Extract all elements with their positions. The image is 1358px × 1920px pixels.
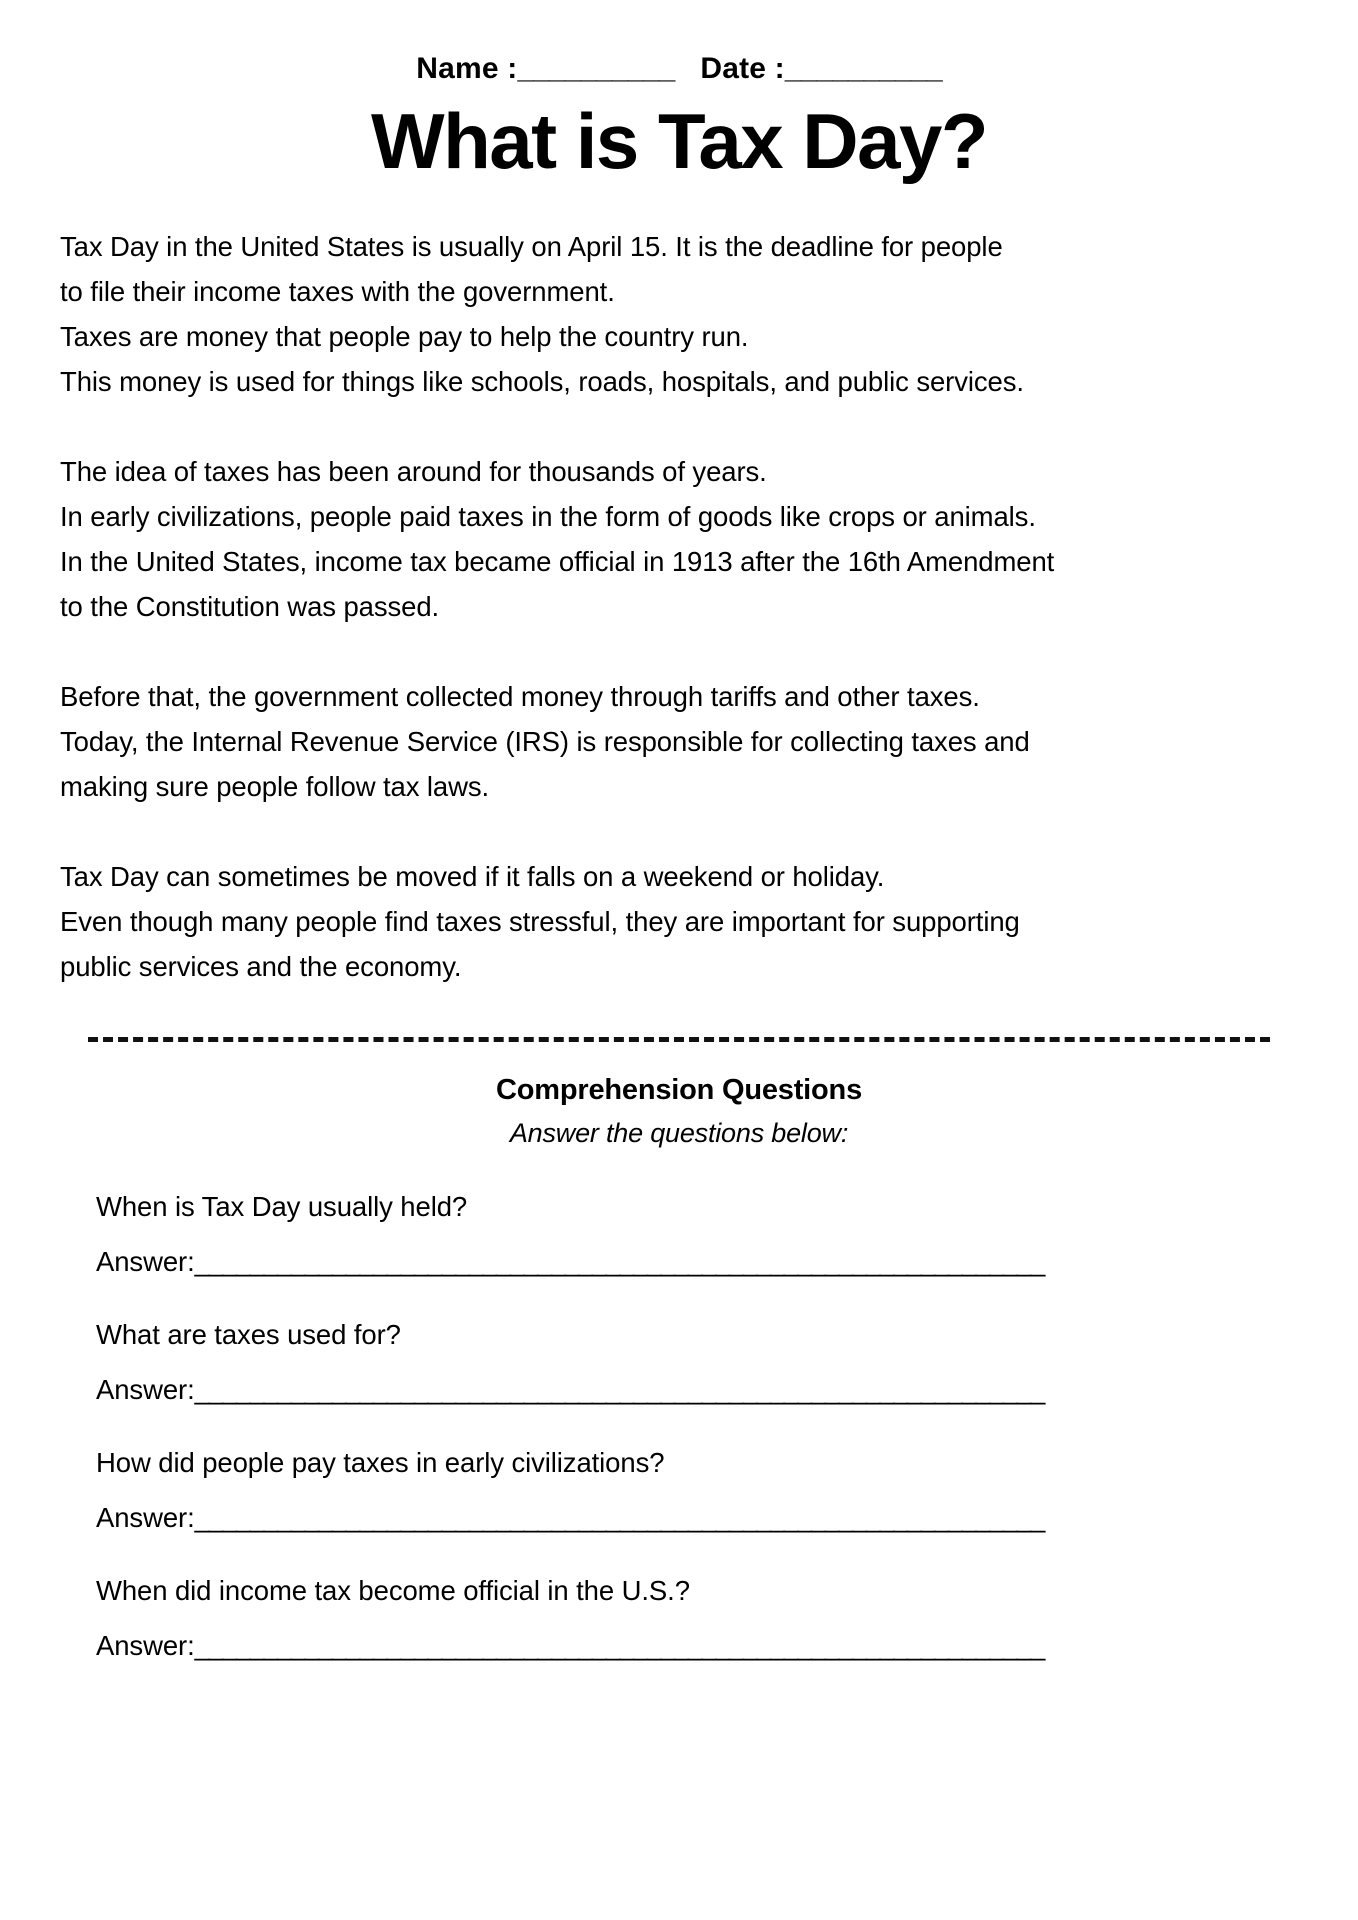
- passage-paragraph: [60, 224, 1300, 404]
- date-label: Date :: [700, 52, 785, 85]
- name-label: Name :: [416, 52, 518, 85]
- passage-line: to the Constitution was passed.: [60, 590, 440, 622]
- comprehension-subheading: Answer the questions below:: [509, 1117, 849, 1148]
- passage-line: This money is used for things like schools, roads, hospitals, and public services.: [60, 365, 1024, 397]
- question-list: [0, 1189, 1358, 1661]
- answer-row[interactable]: [96, 1631, 1298, 1661]
- name-date-header: [0, 0, 1358, 86]
- answer-blank-line[interactable]: ______________________________________________________________: [194, 1502, 1044, 1533]
- question-item: [96, 1189, 1298, 1277]
- comprehension-heading: Comprehension Questions: [496, 1073, 862, 1106]
- passage-line: The idea of taxes has been around for thousands of years.: [60, 455, 767, 487]
- answer-blank-line[interactable]: ______________________________________________________________: [194, 1374, 1044, 1405]
- answer-label: Answer:: [96, 1502, 195, 1533]
- passage-line: Taxes are money that people pay to help the country run.: [60, 320, 749, 352]
- name-blank-line[interactable]: __________: [517, 52, 675, 85]
- question-item: [96, 1317, 1298, 1405]
- answer-label: Answer:: [96, 1374, 195, 1405]
- answer-label: Answer:: [96, 1246, 195, 1277]
- answer-blank-line[interactable]: ______________________________________________________________: [194, 1630, 1044, 1661]
- question-item: [96, 1445, 1298, 1533]
- passage-line: In the United States, income tax became official in 1913 after the 16th Amendment: [60, 545, 1055, 577]
- answer-row[interactable]: [96, 1503, 1298, 1533]
- dashed-rule: [88, 1037, 1270, 1042]
- date-field: [700, 52, 941, 86]
- passage-line: public services and the economy.: [60, 950, 462, 982]
- question-text: When is Tax Day usually held?: [96, 1190, 468, 1222]
- passage-line: In early civilizations, people paid taxes in the form of goods like crops or animals.: [60, 500, 1036, 532]
- question-text: How did people pay taxes in early civilizations?: [96, 1446, 665, 1478]
- date-blank-line[interactable]: __________: [784, 52, 942, 85]
- passage-paragraph: [60, 674, 1300, 809]
- reading-passage: [0, 224, 1358, 989]
- name-field: [416, 52, 674, 86]
- passage-line: to file their income taxes with the government.: [60, 275, 615, 307]
- question-text: When did income tax become official in the U.S.?: [96, 1574, 690, 1606]
- passage-paragraph: [60, 854, 1300, 989]
- answer-blank-line[interactable]: ______________________________________________________________: [194, 1246, 1044, 1277]
- passage-line: Tax Day can sometimes be moved if it falls on a weekend or holiday.: [60, 860, 885, 892]
- passage-line: Even though many people find taxes stressful, they are important for supporting: [60, 905, 1020, 937]
- answer-row[interactable]: [96, 1247, 1298, 1277]
- passage-paragraph: [60, 449, 1300, 629]
- passage-line: making sure people follow tax laws.: [60, 770, 490, 802]
- answer-row[interactable]: [96, 1375, 1298, 1405]
- passage-line: Today, the Internal Revenue Service (IRS) is responsible for collecting taxes and: [60, 725, 1030, 757]
- page-title: What is Tax Day?: [370, 97, 988, 185]
- answer-label: Answer:: [96, 1630, 195, 1661]
- question-item: [96, 1573, 1298, 1661]
- passage-line: Before that, the government collected money through tariffs and other taxes.: [60, 680, 980, 712]
- passage-line: Tax Day in the United States is usually on April 15. It is the deadline for people: [60, 230, 1003, 262]
- question-text: What are taxes used for?: [96, 1318, 401, 1350]
- section-divider: [0, 1037, 1358, 1042]
